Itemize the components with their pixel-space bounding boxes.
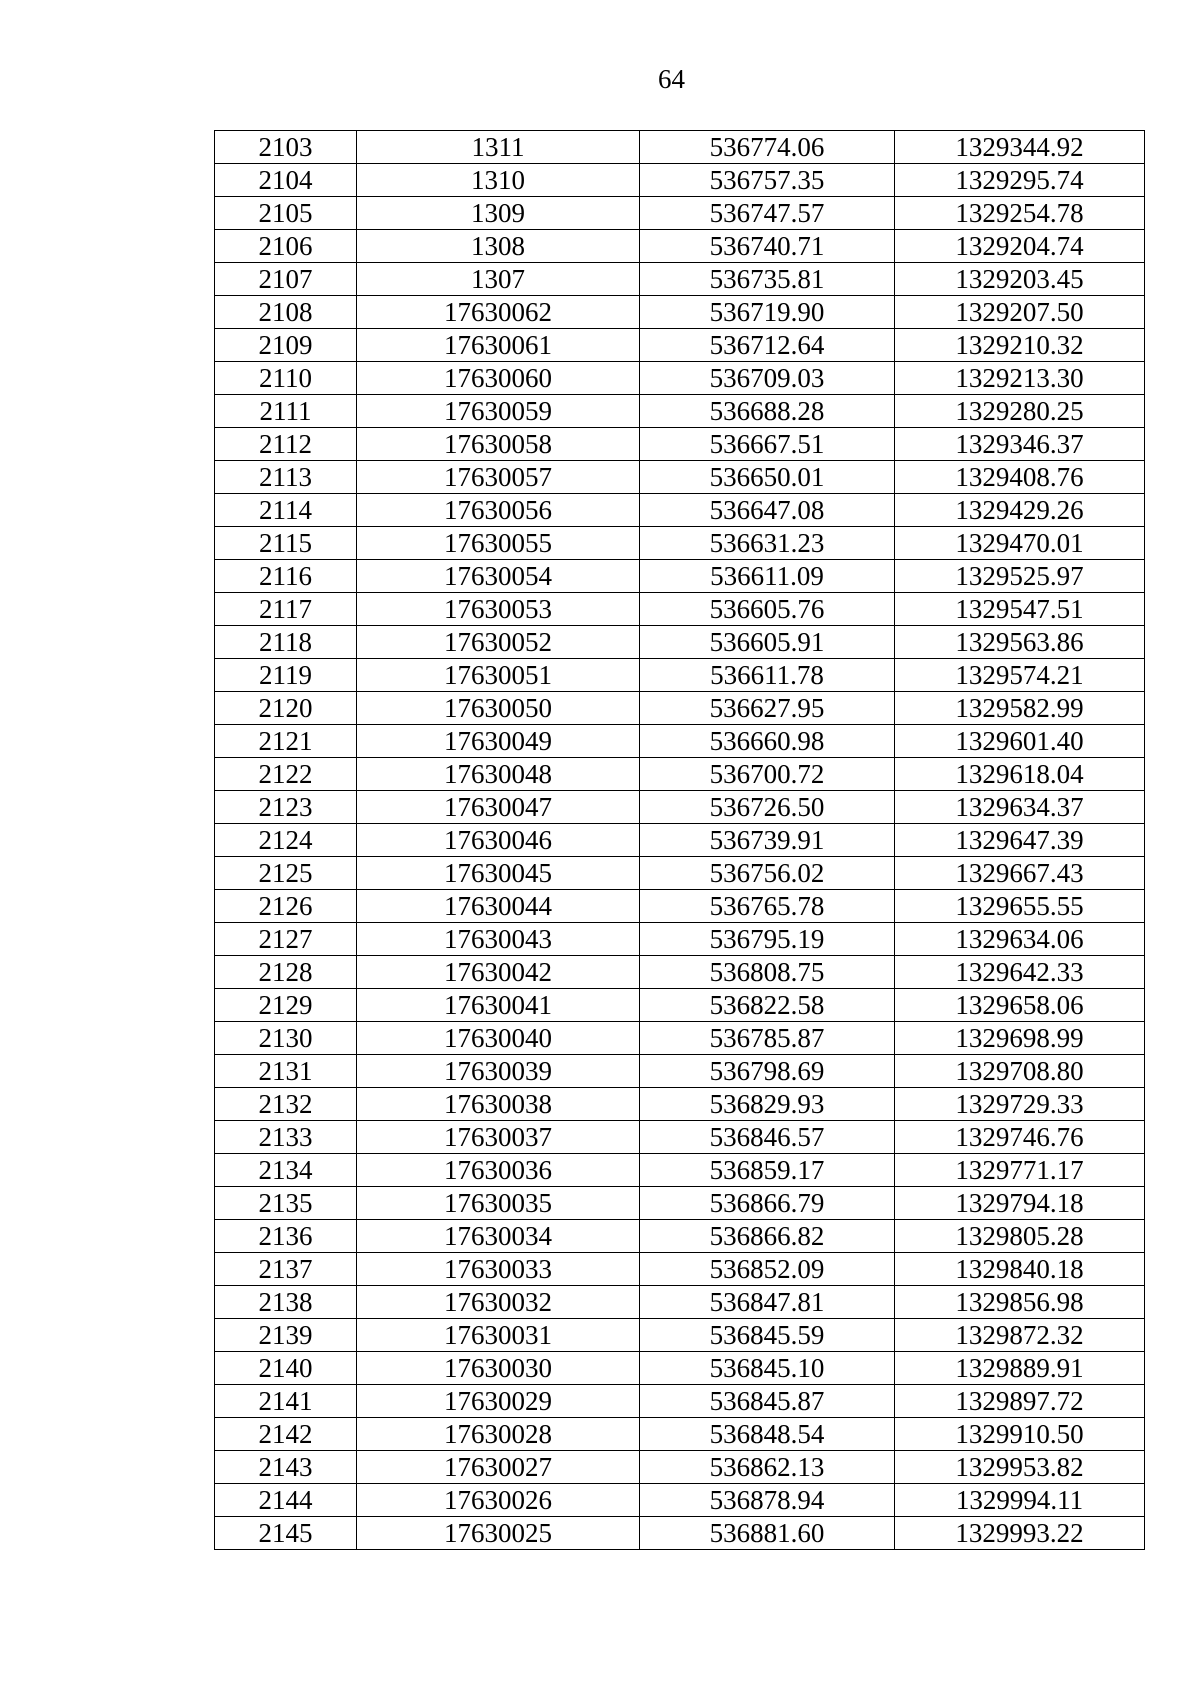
table-row [215, 725, 1145, 758]
point-number-cell: 2124 [215, 824, 357, 857]
x-coordinate-cell: 536795.19 [640, 923, 895, 956]
x-coordinate-cell: 536798.69 [640, 1055, 895, 1088]
y-coordinate-cell: 1329344.92 [895, 131, 1145, 164]
point-id-cell: 17630034 [357, 1220, 640, 1253]
point-number-cell: 2140 [215, 1352, 357, 1385]
point-number-cell: 2116 [215, 560, 357, 593]
point-id-cell: 17630033 [357, 1253, 640, 1286]
x-coordinate-cell: 536700.72 [640, 758, 895, 791]
y-coordinate-cell: 1329470.01 [895, 527, 1145, 560]
table-row [215, 395, 1145, 428]
table-row [215, 1253, 1145, 1286]
point-number-cell: 2145 [215, 1517, 357, 1550]
x-coordinate-cell: 536739.91 [640, 824, 895, 857]
table-row [215, 758, 1145, 791]
y-coordinate-cell: 1329429.26 [895, 494, 1145, 527]
point-number-cell: 2121 [215, 725, 357, 758]
point-number-cell: 2138 [215, 1286, 357, 1319]
x-coordinate-cell: 536647.08 [640, 494, 895, 527]
point-number-cell: 2143 [215, 1451, 357, 1484]
point-id-cell: 17630055 [357, 527, 640, 560]
point-id-cell: 1311 [357, 131, 640, 164]
table-row [215, 329, 1145, 362]
y-coordinate-cell: 1329889.91 [895, 1352, 1145, 1385]
point-number-cell: 2119 [215, 659, 357, 692]
page-number: 64 [658, 64, 685, 94]
point-id-cell: 17630054 [357, 560, 640, 593]
y-coordinate-cell: 1329618.04 [895, 758, 1145, 791]
table-row [215, 164, 1145, 197]
table-row [215, 296, 1145, 329]
y-coordinate-cell: 1329642.33 [895, 956, 1145, 989]
y-coordinate-cell: 1329254.78 [895, 197, 1145, 230]
y-coordinate-cell: 1329708.80 [895, 1055, 1145, 1088]
x-coordinate-cell: 536756.02 [640, 857, 895, 890]
table-row [215, 989, 1145, 1022]
x-coordinate-cell: 536862.13 [640, 1451, 895, 1484]
y-coordinate-cell: 1329601.40 [895, 725, 1145, 758]
y-coordinate-cell: 1329213.30 [895, 362, 1145, 395]
table-row [215, 263, 1145, 296]
point-number-cell: 2137 [215, 1253, 357, 1286]
point-number-cell: 2111 [215, 395, 357, 428]
table-row [215, 1022, 1145, 1055]
table-row [215, 230, 1145, 263]
point-number-cell: 2122 [215, 758, 357, 791]
x-coordinate-cell: 536605.91 [640, 626, 895, 659]
point-number-cell: 2114 [215, 494, 357, 527]
table-row [215, 428, 1145, 461]
table-row [215, 1319, 1145, 1352]
point-id-cell: 17630039 [357, 1055, 640, 1088]
y-coordinate-cell: 1329647.39 [895, 824, 1145, 857]
point-number-cell: 2126 [215, 890, 357, 923]
x-coordinate-cell: 536852.09 [640, 1253, 895, 1286]
y-coordinate-cell: 1329993.22 [895, 1517, 1145, 1550]
x-coordinate-cell: 536719.90 [640, 296, 895, 329]
table-row [215, 956, 1145, 989]
point-number-cell: 2104 [215, 164, 357, 197]
point-number-cell: 2132 [215, 1088, 357, 1121]
point-id-cell: 17630046 [357, 824, 640, 857]
x-coordinate-cell: 536848.54 [640, 1418, 895, 1451]
y-coordinate-cell: 1329840.18 [895, 1253, 1145, 1286]
point-number-cell: 2134 [215, 1154, 357, 1187]
table-row [215, 1484, 1145, 1517]
table-row [215, 1352, 1145, 1385]
point-id-cell: 17630061 [357, 329, 640, 362]
x-coordinate-cell: 536846.57 [640, 1121, 895, 1154]
x-coordinate-cell: 536808.75 [640, 956, 895, 989]
point-number-cell: 2105 [215, 197, 357, 230]
point-id-cell: 17630057 [357, 461, 640, 494]
point-id-cell: 17630029 [357, 1385, 640, 1418]
point-number-cell: 2110 [215, 362, 357, 395]
point-id-cell: 17630060 [357, 362, 640, 395]
point-number-cell: 2117 [215, 593, 357, 626]
point-id-cell: 1307 [357, 263, 640, 296]
table-row [215, 1517, 1145, 1550]
x-coordinate-cell: 536859.17 [640, 1154, 895, 1187]
y-coordinate-cell: 1329667.43 [895, 857, 1145, 890]
x-coordinate-cell: 536611.09 [640, 560, 895, 593]
point-number-cell: 2144 [215, 1484, 357, 1517]
point-id-cell: 1310 [357, 164, 640, 197]
x-coordinate-cell: 536712.64 [640, 329, 895, 362]
x-coordinate-cell: 536881.60 [640, 1517, 895, 1550]
y-coordinate-cell: 1329729.33 [895, 1088, 1145, 1121]
point-id-cell: 17630062 [357, 296, 640, 329]
table-row [215, 1121, 1145, 1154]
table-row [215, 923, 1145, 956]
point-id-cell: 17630036 [357, 1154, 640, 1187]
point-number-cell: 2133 [215, 1121, 357, 1154]
point-number-cell: 2135 [215, 1187, 357, 1220]
point-id-cell: 17630050 [357, 692, 640, 725]
table-row [215, 692, 1145, 725]
y-coordinate-cell: 1329655.55 [895, 890, 1145, 923]
x-coordinate-cell: 536740.71 [640, 230, 895, 263]
x-coordinate-cell: 536650.01 [640, 461, 895, 494]
point-id-cell: 17630058 [357, 428, 640, 461]
y-coordinate-cell: 1329563.86 [895, 626, 1145, 659]
point-id-cell: 1308 [357, 230, 640, 263]
point-number-cell: 2115 [215, 527, 357, 560]
y-coordinate-cell: 1329525.97 [895, 560, 1145, 593]
x-coordinate-cell: 536866.79 [640, 1187, 895, 1220]
table-row [215, 1055, 1145, 1088]
point-number-cell: 2141 [215, 1385, 357, 1418]
point-id-cell: 17630059 [357, 395, 640, 428]
table-row [215, 626, 1145, 659]
point-number-cell: 2120 [215, 692, 357, 725]
y-coordinate-cell: 1329658.06 [895, 989, 1145, 1022]
y-coordinate-cell: 1329698.99 [895, 1022, 1145, 1055]
table-row [215, 791, 1145, 824]
y-coordinate-cell: 1329897.72 [895, 1385, 1145, 1418]
y-coordinate-cell: 1329547.51 [895, 593, 1145, 626]
point-number-cell: 2125 [215, 857, 357, 890]
table-row [215, 824, 1145, 857]
y-coordinate-cell: 1329207.50 [895, 296, 1145, 329]
point-id-cell: 17630035 [357, 1187, 640, 1220]
table-row [215, 131, 1145, 164]
x-coordinate-cell: 536726.50 [640, 791, 895, 824]
y-coordinate-cell: 1329805.28 [895, 1220, 1145, 1253]
table-row [215, 461, 1145, 494]
x-coordinate-cell: 536660.98 [640, 725, 895, 758]
x-coordinate-cell: 536605.76 [640, 593, 895, 626]
point-number-cell: 2131 [215, 1055, 357, 1088]
y-coordinate-cell: 1329872.32 [895, 1319, 1145, 1352]
x-coordinate-cell: 536822.58 [640, 989, 895, 1022]
point-id-cell: 17630056 [357, 494, 640, 527]
table-row [215, 1154, 1145, 1187]
point-id-cell: 17630027 [357, 1451, 640, 1484]
table-row [215, 593, 1145, 626]
y-coordinate-cell: 1329295.74 [895, 164, 1145, 197]
x-coordinate-cell: 536611.78 [640, 659, 895, 692]
y-coordinate-cell: 1329994.11 [895, 1484, 1145, 1517]
x-coordinate-cell: 536747.57 [640, 197, 895, 230]
y-coordinate-cell: 1329204.74 [895, 230, 1145, 263]
point-id-cell: 17630040 [357, 1022, 640, 1055]
table-body [215, 131, 1145, 1550]
table-row [215, 1220, 1145, 1253]
point-id-cell: 17630030 [357, 1352, 640, 1385]
y-coordinate-cell: 1329210.32 [895, 329, 1145, 362]
x-coordinate-cell: 536845.10 [640, 1352, 895, 1385]
y-coordinate-cell: 1329634.06 [895, 923, 1145, 956]
table-row [215, 1418, 1145, 1451]
x-coordinate-cell: 536878.94 [640, 1484, 895, 1517]
point-number-cell: 2112 [215, 428, 357, 461]
x-coordinate-cell: 536829.93 [640, 1088, 895, 1121]
x-coordinate-cell: 536631.23 [640, 527, 895, 560]
point-id-cell: 17630044 [357, 890, 640, 923]
point-number-cell: 2139 [215, 1319, 357, 1352]
point-number-cell: 2142 [215, 1418, 357, 1451]
point-id-cell: 17630049 [357, 725, 640, 758]
y-coordinate-cell: 1329953.82 [895, 1451, 1145, 1484]
x-coordinate-cell: 536866.82 [640, 1220, 895, 1253]
table-row [215, 1088, 1145, 1121]
x-coordinate-cell: 536765.78 [640, 890, 895, 923]
point-id-cell: 17630041 [357, 989, 640, 1022]
y-coordinate-cell: 1329582.99 [895, 692, 1145, 725]
point-number-cell: 2109 [215, 329, 357, 362]
y-coordinate-cell: 1329910.50 [895, 1418, 1145, 1451]
x-coordinate-cell: 536847.81 [640, 1286, 895, 1319]
table-row [215, 1187, 1145, 1220]
point-id-cell: 17630043 [357, 923, 640, 956]
x-coordinate-cell: 536845.59 [640, 1319, 895, 1352]
table-row [215, 1286, 1145, 1319]
point-id-cell: 17630038 [357, 1088, 640, 1121]
point-number-cell: 2128 [215, 956, 357, 989]
point-number-cell: 2129 [215, 989, 357, 1022]
x-coordinate-cell: 536627.95 [640, 692, 895, 725]
point-id-cell: 17630053 [357, 593, 640, 626]
x-coordinate-cell: 536774.06 [640, 131, 895, 164]
point-id-cell: 17630047 [357, 791, 640, 824]
point-id-cell: 17630052 [357, 626, 640, 659]
y-coordinate-cell: 1329746.76 [895, 1121, 1145, 1154]
point-id-cell: 17630051 [357, 659, 640, 692]
table-row [215, 527, 1145, 560]
x-coordinate-cell: 536667.51 [640, 428, 895, 461]
x-coordinate-cell: 536688.28 [640, 395, 895, 428]
point-number-cell: 2106 [215, 230, 357, 263]
x-coordinate-cell: 536845.87 [640, 1385, 895, 1418]
point-number-cell: 2118 [215, 626, 357, 659]
point-number-cell: 2113 [215, 461, 357, 494]
y-coordinate-cell: 1329408.76 [895, 461, 1145, 494]
point-id-cell: 17630042 [357, 956, 640, 989]
point-number-cell: 2107 [215, 263, 357, 296]
x-coordinate-cell: 536709.03 [640, 362, 895, 395]
point-number-cell: 2127 [215, 923, 357, 956]
point-number-cell: 2136 [215, 1220, 357, 1253]
coordinates-table [214, 130, 1145, 1550]
x-coordinate-cell: 536757.35 [640, 164, 895, 197]
table-row [215, 197, 1145, 230]
table-row [215, 857, 1145, 890]
table-row [215, 1451, 1145, 1484]
point-number-cell: 2108 [215, 296, 357, 329]
y-coordinate-cell: 1329280.25 [895, 395, 1145, 428]
table-row [215, 362, 1145, 395]
point-id-cell: 17630032 [357, 1286, 640, 1319]
table-row [215, 494, 1145, 527]
point-number-cell: 2103 [215, 131, 357, 164]
y-coordinate-cell: 1329634.37 [895, 791, 1145, 824]
y-coordinate-cell: 1329574.21 [895, 659, 1145, 692]
table-row [215, 659, 1145, 692]
point-id-cell: 1309 [357, 197, 640, 230]
table-row [215, 890, 1145, 923]
point-id-cell: 17630028 [357, 1418, 640, 1451]
point-id-cell: 17630037 [357, 1121, 640, 1154]
y-coordinate-cell: 1329856.98 [895, 1286, 1145, 1319]
table-row [215, 560, 1145, 593]
point-id-cell: 17630048 [357, 758, 640, 791]
point-id-cell: 17630026 [357, 1484, 640, 1517]
y-coordinate-cell: 1329794.18 [895, 1187, 1145, 1220]
point-number-cell: 2130 [215, 1022, 357, 1055]
table-row [215, 1385, 1145, 1418]
point-id-cell: 17630045 [357, 857, 640, 890]
point-number-cell: 2123 [215, 791, 357, 824]
point-id-cell: 17630031 [357, 1319, 640, 1352]
point-id-cell: 17630025 [357, 1517, 640, 1550]
x-coordinate-cell: 536785.87 [640, 1022, 895, 1055]
y-coordinate-cell: 1329346.37 [895, 428, 1145, 461]
y-coordinate-cell: 1329771.17 [895, 1154, 1145, 1187]
y-coordinate-cell: 1329203.45 [895, 263, 1145, 296]
x-coordinate-cell: 536735.81 [640, 263, 895, 296]
